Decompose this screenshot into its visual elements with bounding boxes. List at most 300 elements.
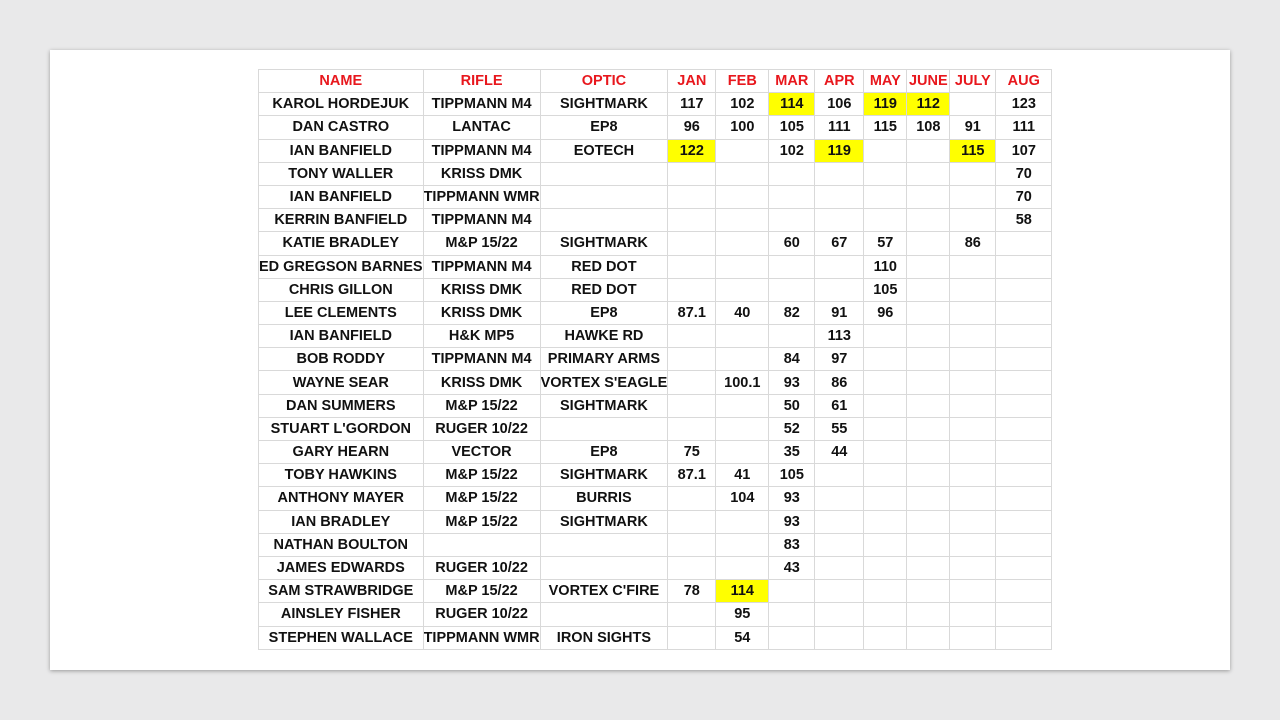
- score-cell-june: [907, 417, 950, 440]
- name-cell: CHRIS GILLON: [259, 278, 424, 301]
- score-cell-july: [950, 510, 996, 533]
- score-cell-aug: 70: [996, 185, 1052, 208]
- score-cell-june: [907, 209, 950, 232]
- score-cell-jan: [668, 626, 716, 649]
- score-cell-may: [864, 209, 907, 232]
- score-cell-jan: [668, 255, 716, 278]
- rifle-cell: RUGER 10/22: [423, 556, 540, 579]
- score-cell-feb: 100.1: [716, 371, 769, 394]
- score-cell-aug: [996, 348, 1052, 371]
- name-cell: KATIE BRADLEY: [259, 232, 424, 255]
- score-cell-may: 110: [864, 255, 907, 278]
- rifle-cell: M&P 15/22: [423, 580, 540, 603]
- optic-cell: EP8: [540, 301, 668, 324]
- optic-cell: [540, 185, 668, 208]
- slide-canvas: [50, 50, 1230, 670]
- score-cell-june: [907, 464, 950, 487]
- score-cell-feb: [716, 394, 769, 417]
- table-row: [259, 556, 1052, 579]
- score-cell-may: [864, 371, 907, 394]
- optic-cell: [540, 162, 668, 185]
- name-cell: KERRIN BANFIELD: [259, 209, 424, 232]
- score-cell-feb: 114: [716, 580, 769, 603]
- optic-cell: SIGHTMARK: [540, 394, 668, 417]
- score-cell-mar: 102: [769, 139, 815, 162]
- score-cell-june: 108: [907, 116, 950, 139]
- score-cell-may: [864, 533, 907, 556]
- score-cell-apr: [815, 162, 864, 185]
- name-cell: DAN SUMMERS: [259, 394, 424, 417]
- table-row: [259, 441, 1052, 464]
- score-cell-apr: 55: [815, 417, 864, 440]
- score-cell-aug: [996, 325, 1052, 348]
- optic-cell: IRON SIGHTS: [540, 626, 668, 649]
- score-cell-feb: [716, 139, 769, 162]
- score-cell-mar: [769, 278, 815, 301]
- rifle-cell: KRISS DMK: [423, 371, 540, 394]
- optic-cell: [540, 556, 668, 579]
- score-cell-mar: 60: [769, 232, 815, 255]
- score-cell-aug: [996, 255, 1052, 278]
- name-cell: AINSLEY FISHER: [259, 603, 424, 626]
- score-cell-jan: 117: [668, 93, 716, 116]
- score-cell-feb: 41: [716, 464, 769, 487]
- name-cell: IAN BANFIELD: [259, 139, 424, 162]
- score-cell-aug: [996, 533, 1052, 556]
- table-row: [259, 93, 1052, 116]
- score-cell-mar: 83: [769, 533, 815, 556]
- score-cell-apr: [815, 603, 864, 626]
- rifle-cell: VECTOR: [423, 441, 540, 464]
- rifle-cell: RUGER 10/22: [423, 603, 540, 626]
- score-cell-may: [864, 441, 907, 464]
- score-cell-apr: 111: [815, 116, 864, 139]
- optic-cell: VORTEX S'EAGLE: [540, 371, 668, 394]
- column-header-name: NAME: [259, 70, 424, 93]
- score-cell-feb: 40: [716, 301, 769, 324]
- optic-cell: EP8: [540, 441, 668, 464]
- score-cell-apr: [815, 464, 864, 487]
- score-cell-apr: 86: [815, 371, 864, 394]
- table-row: [259, 580, 1052, 603]
- score-cell-july: [950, 325, 996, 348]
- score-cell-apr: [815, 255, 864, 278]
- optic-cell: SIGHTMARK: [540, 232, 668, 255]
- score-cell-aug: 58: [996, 209, 1052, 232]
- score-cell-mar: [769, 580, 815, 603]
- score-cell-july: [950, 626, 996, 649]
- score-cell-may: 96: [864, 301, 907, 324]
- score-cell-may: [864, 162, 907, 185]
- name-cell: ED GREGSON BARNES: [259, 255, 424, 278]
- rifle-cell: RUGER 10/22: [423, 417, 540, 440]
- score-cell-mar: [769, 325, 815, 348]
- score-cell-june: [907, 626, 950, 649]
- score-cell-july: [950, 348, 996, 371]
- score-cell-june: [907, 487, 950, 510]
- score-cell-july: [950, 580, 996, 603]
- column-header-aug: AUG: [996, 70, 1052, 93]
- score-cell-may: [864, 580, 907, 603]
- score-cell-aug: [996, 232, 1052, 255]
- optic-cell: BURRIS: [540, 487, 668, 510]
- table-row: [259, 301, 1052, 324]
- rifle-cell: M&P 15/22: [423, 394, 540, 417]
- score-cell-june: [907, 441, 950, 464]
- score-cell-jan: [668, 394, 716, 417]
- score-cell-mar: 82: [769, 301, 815, 324]
- name-cell: SAM STRAWBRIDGE: [259, 580, 424, 603]
- score-cell-mar: [769, 162, 815, 185]
- score-cell-july: [950, 185, 996, 208]
- score-cell-july: [950, 209, 996, 232]
- table-row: [259, 533, 1052, 556]
- name-cell: ANTHONY MAYER: [259, 487, 424, 510]
- column-header-june: JUNE: [907, 70, 950, 93]
- optic-cell: EP8: [540, 116, 668, 139]
- scores-table: [258, 69, 1052, 650]
- score-cell-apr: [815, 626, 864, 649]
- optic-cell: [540, 603, 668, 626]
- column-header-rifle: RIFLE: [423, 70, 540, 93]
- score-cell-apr: [815, 510, 864, 533]
- score-cell-mar: 50: [769, 394, 815, 417]
- table-row: [259, 510, 1052, 533]
- score-cell-jan: [668, 371, 716, 394]
- rifle-cell: TIPPMANN WMR: [423, 185, 540, 208]
- optic-cell: VORTEX C'FIRE: [540, 580, 668, 603]
- table-header: [259, 70, 1052, 93]
- score-cell-july: 115: [950, 139, 996, 162]
- name-cell: DAN CASTRO: [259, 116, 424, 139]
- score-cell-may: [864, 487, 907, 510]
- score-cell-aug: [996, 464, 1052, 487]
- score-cell-feb: 104: [716, 487, 769, 510]
- score-cell-jan: [668, 510, 716, 533]
- table-row: [259, 394, 1052, 417]
- score-cell-aug: [996, 278, 1052, 301]
- rifle-cell: TIPPMANN M4: [423, 209, 540, 232]
- score-cell-feb: 95: [716, 603, 769, 626]
- score-cell-aug: [996, 510, 1052, 533]
- table-body: [259, 93, 1052, 650]
- score-cell-june: [907, 510, 950, 533]
- score-cell-july: [950, 255, 996, 278]
- score-cell-july: [950, 464, 996, 487]
- score-cell-june: [907, 603, 950, 626]
- column-header-jan: JAN: [668, 70, 716, 93]
- score-cell-feb: [716, 185, 769, 208]
- optic-cell: [540, 209, 668, 232]
- optic-cell: RED DOT: [540, 278, 668, 301]
- score-cell-jan: [668, 278, 716, 301]
- score-cell-feb: [716, 255, 769, 278]
- name-cell: NATHAN BOULTON: [259, 533, 424, 556]
- name-cell: IAN BRADLEY: [259, 510, 424, 533]
- score-cell-aug: 123: [996, 93, 1052, 116]
- optic-cell: EOTECH: [540, 139, 668, 162]
- score-cell-july: [950, 162, 996, 185]
- score-cell-aug: [996, 371, 1052, 394]
- score-cell-jan: 96: [668, 116, 716, 139]
- score-cell-may: [864, 603, 907, 626]
- header-row: [259, 70, 1052, 93]
- table-row: [259, 255, 1052, 278]
- score-cell-june: [907, 394, 950, 417]
- score-cell-may: [864, 626, 907, 649]
- score-cell-may: [864, 556, 907, 579]
- score-cell-may: [864, 464, 907, 487]
- score-cell-apr: 91: [815, 301, 864, 324]
- rifle-cell: H&K MP5: [423, 325, 540, 348]
- table-row: [259, 626, 1052, 649]
- score-cell-may: 119: [864, 93, 907, 116]
- column-header-july: JULY: [950, 70, 996, 93]
- rifle-cell: TIPPMANN M4: [423, 93, 540, 116]
- score-cell-jan: [668, 232, 716, 255]
- score-cell-jan: 78: [668, 580, 716, 603]
- score-cell-july: [950, 487, 996, 510]
- table-row: [259, 278, 1052, 301]
- score-cell-june: [907, 139, 950, 162]
- table-row: [259, 371, 1052, 394]
- score-cell-apr: 113: [815, 325, 864, 348]
- name-cell: STUART L'GORDON: [259, 417, 424, 440]
- score-cell-jan: [668, 533, 716, 556]
- table-row: [259, 348, 1052, 371]
- name-cell: KAROL HORDEJUK: [259, 93, 424, 116]
- table-row: [259, 487, 1052, 510]
- score-cell-feb: [716, 325, 769, 348]
- table-row: [259, 325, 1052, 348]
- score-cell-jan: 87.1: [668, 301, 716, 324]
- optic-cell: SIGHTMARK: [540, 464, 668, 487]
- score-cell-may: [864, 325, 907, 348]
- score-cell-aug: 70: [996, 162, 1052, 185]
- column-header-may: MAY: [864, 70, 907, 93]
- score-cell-feb: [716, 278, 769, 301]
- optic-cell: [540, 417, 668, 440]
- score-cell-mar: 84: [769, 348, 815, 371]
- optic-cell: SIGHTMARK: [540, 93, 668, 116]
- rifle-cell: M&P 15/22: [423, 464, 540, 487]
- score-cell-jan: [668, 348, 716, 371]
- table-row: [259, 464, 1052, 487]
- table-row: [259, 116, 1052, 139]
- score-cell-feb: 54: [716, 626, 769, 649]
- score-cell-aug: [996, 394, 1052, 417]
- name-cell: BOB RODDY: [259, 348, 424, 371]
- table-row: [259, 185, 1052, 208]
- rifle-cell: KRISS DMK: [423, 162, 540, 185]
- score-cell-may: [864, 348, 907, 371]
- score-cell-june: [907, 533, 950, 556]
- rifle-cell: M&P 15/22: [423, 487, 540, 510]
- table-row: [259, 162, 1052, 185]
- score-cell-jan: [668, 162, 716, 185]
- score-cell-mar: [769, 185, 815, 208]
- score-cell-aug: [996, 626, 1052, 649]
- table-row: [259, 209, 1052, 232]
- score-cell-june: [907, 371, 950, 394]
- score-cell-aug: 111: [996, 116, 1052, 139]
- score-cell-jan: [668, 417, 716, 440]
- rifle-cell: TIPPMANN M4: [423, 139, 540, 162]
- score-cell-jan: 122: [668, 139, 716, 162]
- score-cell-aug: [996, 556, 1052, 579]
- score-cell-july: [950, 371, 996, 394]
- name-cell: IAN BANFIELD: [259, 325, 424, 348]
- score-cell-aug: [996, 603, 1052, 626]
- score-cell-june: [907, 232, 950, 255]
- score-cell-jan: [668, 487, 716, 510]
- score-cell-july: [950, 278, 996, 301]
- rifle-cell: M&P 15/22: [423, 232, 540, 255]
- rifle-cell: KRISS DMK: [423, 278, 540, 301]
- score-cell-jan: [668, 209, 716, 232]
- score-cell-mar: 93: [769, 371, 815, 394]
- score-cell-apr: 106: [815, 93, 864, 116]
- score-cell-may: 105: [864, 278, 907, 301]
- name-cell: WAYNE SEAR: [259, 371, 424, 394]
- score-cell-july: [950, 417, 996, 440]
- score-cell-may: 115: [864, 116, 907, 139]
- score-cell-may: [864, 185, 907, 208]
- score-cell-mar: 114: [769, 93, 815, 116]
- score-cell-feb: [716, 441, 769, 464]
- score-cell-apr: [815, 278, 864, 301]
- score-cell-mar: [769, 209, 815, 232]
- name-cell: TOBY HAWKINS: [259, 464, 424, 487]
- score-cell-july: [950, 301, 996, 324]
- name-cell: LEE CLEMENTS: [259, 301, 424, 324]
- score-cell-feb: [716, 348, 769, 371]
- score-cell-june: 112: [907, 93, 950, 116]
- name-cell: STEPHEN WALLACE: [259, 626, 424, 649]
- column-header-optic: OPTIC: [540, 70, 668, 93]
- score-cell-mar: [769, 626, 815, 649]
- score-cell-aug: [996, 487, 1052, 510]
- score-cell-june: [907, 325, 950, 348]
- score-cell-mar: 93: [769, 510, 815, 533]
- score-cell-apr: 119: [815, 139, 864, 162]
- rifle-cell: LANTAC: [423, 116, 540, 139]
- score-cell-apr: [815, 185, 864, 208]
- score-cell-apr: [815, 533, 864, 556]
- score-cell-jan: [668, 325, 716, 348]
- name-cell: TONY WALLER: [259, 162, 424, 185]
- rifle-cell: KRISS DMK: [423, 301, 540, 324]
- table-row: [259, 232, 1052, 255]
- rifle-cell: TIPPMANN M4: [423, 255, 540, 278]
- score-cell-mar: 105: [769, 464, 815, 487]
- optic-cell: PRIMARY ARMS: [540, 348, 668, 371]
- score-cell-apr: [815, 556, 864, 579]
- score-cell-feb: 100: [716, 116, 769, 139]
- name-cell: IAN BANFIELD: [259, 185, 424, 208]
- score-cell-mar: 35: [769, 441, 815, 464]
- table-row: [259, 603, 1052, 626]
- score-cell-june: [907, 278, 950, 301]
- score-cell-aug: [996, 301, 1052, 324]
- table-row: [259, 417, 1052, 440]
- optic-cell: RED DOT: [540, 255, 668, 278]
- score-cell-mar: 43: [769, 556, 815, 579]
- score-cell-may: [864, 510, 907, 533]
- rifle-cell: M&P 15/22: [423, 510, 540, 533]
- score-cell-jan: [668, 185, 716, 208]
- score-cell-aug: 107: [996, 139, 1052, 162]
- score-cell-july: [950, 556, 996, 579]
- score-cell-feb: [716, 209, 769, 232]
- score-cell-feb: [716, 556, 769, 579]
- optic-cell: [540, 533, 668, 556]
- score-cell-jan: [668, 603, 716, 626]
- name-cell: JAMES EDWARDS: [259, 556, 424, 579]
- column-header-mar: MAR: [769, 70, 815, 93]
- score-cell-july: [950, 394, 996, 417]
- score-cell-aug: [996, 580, 1052, 603]
- score-cell-feb: 102: [716, 93, 769, 116]
- score-cell-mar: 93: [769, 487, 815, 510]
- score-cell-july: 91: [950, 116, 996, 139]
- score-cell-may: 57: [864, 232, 907, 255]
- score-cell-apr: 97: [815, 348, 864, 371]
- score-cell-feb: [716, 533, 769, 556]
- score-cell-aug: [996, 417, 1052, 440]
- score-cell-may: [864, 139, 907, 162]
- score-cell-june: [907, 301, 950, 324]
- score-cell-june: [907, 255, 950, 278]
- score-cell-mar: [769, 603, 815, 626]
- score-cell-jan: 75: [668, 441, 716, 464]
- score-cell-june: [907, 185, 950, 208]
- score-cell-feb: [716, 162, 769, 185]
- score-cell-mar: 105: [769, 116, 815, 139]
- score-cell-july: [950, 603, 996, 626]
- score-cell-mar: [769, 255, 815, 278]
- score-cell-apr: [815, 487, 864, 510]
- score-cell-june: [907, 162, 950, 185]
- score-cell-may: [864, 417, 907, 440]
- score-cell-june: [907, 348, 950, 371]
- score-cell-june: [907, 580, 950, 603]
- rifle-cell: TIPPMANN WMR: [423, 626, 540, 649]
- score-cell-jan: [668, 556, 716, 579]
- column-header-feb: FEB: [716, 70, 769, 93]
- table-row: [259, 139, 1052, 162]
- optic-cell: HAWKE RD: [540, 325, 668, 348]
- optic-cell: SIGHTMARK: [540, 510, 668, 533]
- score-cell-jan: 87.1: [668, 464, 716, 487]
- score-cell-mar: 52: [769, 417, 815, 440]
- score-cell-july: [950, 441, 996, 464]
- column-header-apr: APR: [815, 70, 864, 93]
- rifle-cell: TIPPMANN M4: [423, 348, 540, 371]
- score-cell-apr: 67: [815, 232, 864, 255]
- score-cell-aug: [996, 441, 1052, 464]
- score-cell-july: [950, 533, 996, 556]
- score-cell-apr: 61: [815, 394, 864, 417]
- score-cell-apr: [815, 580, 864, 603]
- score-cell-july: 86: [950, 232, 996, 255]
- name-cell: GARY HEARN: [259, 441, 424, 464]
- score-cell-apr: 44: [815, 441, 864, 464]
- score-cell-feb: [716, 417, 769, 440]
- score-cell-june: [907, 556, 950, 579]
- score-cell-feb: [716, 232, 769, 255]
- score-cell-apr: [815, 209, 864, 232]
